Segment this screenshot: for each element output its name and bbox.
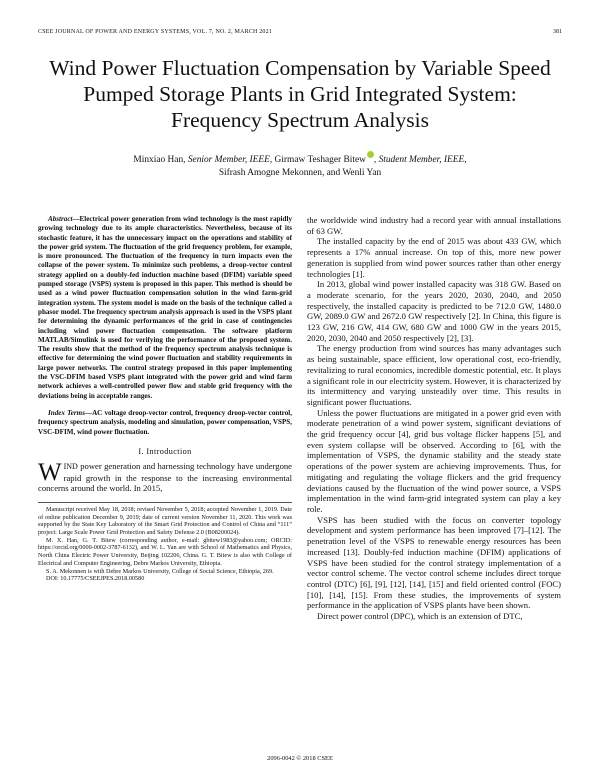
index-terms-text: AC voltage droop-vector control, frequency droop-vector control, frequency spectrum analysis, modeling and simulation, power compensation, VSPS, VSC-DFIM, wind power fluctuation.: [38, 408, 292, 436]
copyright-footer: 2096-0042 © 2018 CSEE: [267, 755, 333, 762]
author-title: Student Member, IEEE,: [378, 155, 467, 166]
footnote-doi: DOI: 10.17775/CSEEJPES.2018.00580: [46, 575, 145, 583]
index-terms: Index Terms—AC voltage droop-vector control, frequency droop-vector control, frequency spectrum analysis, modeling and simulation, power compensation, VSPS, VSC-DFIM, wind power fluctuation.: [38, 408, 292, 436]
body-paragraph: Direct power control (DPC), which is an extension of DTC,: [317, 611, 523, 622]
footnotes: [38, 502, 292, 583]
intro-text: power generation and harnessing technology have undergone rapid growth in the response to the increasing environmental concerns around the world. In 2015,: [38, 460, 292, 494]
author-list: [40, 151, 560, 180]
drop-cap: W: [38, 458, 62, 486]
author-name: Minxiao Han,: [133, 155, 186, 166]
section-heading: I. Introduction: [138, 446, 192, 456]
page-number: 381: [553, 29, 562, 35]
left-column: [38, 215, 292, 583]
author-name: Girmaw Teshager Bitew: [274, 155, 366, 166]
orcid-icon[interactable]: [367, 151, 374, 158]
abstract: Abstract—Electrical power generation from wind technology is the most rapidly growing technology due to its ample characteristics. Nevertheless, because of its stochastic feature, it has the unnecessary impact on the operations and stability of the power grid system. The fluctuation of the grid frequency problem, for example, is more pronounced. The fluctuation of the frequency in turn impacts even the collapse of the power system. To minimize such problems, a droop-vector control strategy applied on a doubly-fed induction machine based (DFIM) variable speed pumped storage (VSPS) system is proposed in this paper. This method is should be used as a wind power fluctuation compensation solution in the wind farm-grid integration system. The system model is made on the basis of the technique called a phasor model. The frequency spectrum analysis approach is used in the VSPS plant for determining the dynamic performances of the grid in case of contingencies including wind power fluctuation compensation. The software platform MATLAB/Simulink is used for verifying the performance of the proposed system. The results show that the method of the frequency spectrum analysis technique is effective for determining the wind power fluctuation and stability requirements in large power networks. The control strategy proposed in this paper implementing the VSC-DFIM based VSPS plant integrated with the power grid and wind farm network achieves a well-controlled power flow and stable grid frequency with the deviations being in acceptable ranges.: [38, 215, 292, 400]
body-paragraph: Unless the power fluctuations are mitigated in a power grid even with moderate penetration of a wind power system, significant deviations of the grid frequency occur [4], grid bus voltage flicker happens [5], and even system collapse will be observed. According to [6], with the implementation of VSPS, the dynamic stability and the steady state operations of the power system are achieving improvements. Thus, for mitigating and regulating the voltage flickers and the grid frequency deviations caused by the fluctuation of the wind power source, a VSPS implementation in the wind farm-grid integrated system can play a key role.: [307, 407, 561, 514]
journal-header: CSEE JOURNAL OF POWER AND ENERGY SYSTEMS, VOL. 7, NO. 2, MARCH 2021: [38, 29, 273, 35]
footnote: Manuscript received May 18, 2018; revised November 5, 2018; accepted November 1, 2019. Date of online publication December 9, 2019; date of current version November 11, 2020. This work was supported by the State Key Laboratory of the Smart Grid Protection and Control of China and “111” project: Large Scale Power Grid Protection and Safety Defense 2.0 (B08200024).: [38, 505, 292, 537]
right-column: [307, 215, 561, 622]
intro-paragraph: [38, 458, 292, 494]
author-line-2: Sifrash Amogne Mekonnen, and Wenli Yan: [218, 168, 382, 179]
body-paragraph: VSPS has been studied with the focus on converter topology development and system performance has been improved [7]–[12]. The penetration level of the VSPS to renewable energy resources has been increased [13]. Doubly-fed induction machine (DFIM) applications of VSPS have been studied for the control strategy implementation of a vector control scheme. The vector control scheme includes direct torque control (DTC) [6], [9], [12], [14], [15] and field oriented control (FOC) [10], [14], [15]. From these studies, the improvements of system performance in the application of VSPS plants have been shown.: [307, 514, 561, 611]
body-paragraph: The installed capacity by the end of 2015 was about 433 GW, which represents a 17% annual increase. On top of this, more new power generation is supplied from wind power sources rather than other energy technologies [1].: [307, 236, 561, 279]
author-line-1: Minxiao Han, Senior Member, IEEE, Girmaw Teshager Bitew , Student Member, IEEE,: [40, 151, 560, 167]
author-title: Senior Member, IEEE,: [187, 155, 273, 166]
abstract-text: Electrical power generation from wind technology is the most rapidly growing technology due to its ample characteristics. Nevertheless, because of its stochastic feature, it has the unnecessary impact on the operations and stability of the power grid system. The fluctuation of the grid frequency problem, for example, is more pronounced. The fluctuation of the frequency in turn impacts even the collapse of the power system. To minimize such problems, a droop-vector control strategy applied on a doubly-fed induction machine based (DFIM) variable speed pumped storage (VSPS) system is proposed in this paper. This method is should be used as a wind power fluctuation compensation solution in the wind farm-grid integration system. The system model is made on the basis of the technique called a phasor model. The frequency spectrum analysis approach is used in the VSPS plant for determining the dynamic performances of the grid in case of contingencies including wind power fluctuation compensation. The software platform MATLAB/Simulink is used for verifying the performance of the proposed system. The results show that the method of the frequency spectrum analysis technique is effective for determining the wind power fluctuation and stability requirements in large power networks. The control strategy proposed in this paper implementing the VSC-DFIM based VSPS plant integrated with the power grid and wind farm network achieves a well-controlled power flow and stable grid frequency with the deviations being in acceptable ranges.: [38, 215, 292, 400]
paper-title: Wind Power Fluctuation Compensation by Variable Speed Pumped Storage Plants in Grid Integrated System: Frequency Spectrum Analysis: [49, 56, 551, 132]
small-caps-lead: IND: [63, 461, 78, 471]
index-terms-label: Index Terms: [48, 408, 85, 417]
body-paragraph: the worldwide wind industry had a record year with annual installations of 63 GW.: [307, 215, 561, 236]
abstract-label: Abstract: [48, 215, 73, 223]
footnote: M. X. Han, G. T. Bitew (corresponding author, e-mail: gbitew1983@yahoo.com; ORCID: https://orcid.org/0000-0002-3787-6132), and W. L. Yan are with School of Mathematics and Physics, North China Electric Power University, Beijing 102206, China. G. T. Bitew is also with College of Electrical and Computer Engineering, Debre Markos University, Ethiopia.: [38, 536, 292, 567]
footnote: S. A. Mekonnen is with Debre Markos University, College of Social Science, Ethiopia, 269.: [46, 567, 274, 575]
body-paragraph: The energy production from wind sources has many advantages such as being sustainable, space efficient, low operational cost, eco-friendly, revitalizing to rural economics, incredible domestic potential, etc. It plays a significant role in our electricity system. However, it is characterized by its intermittency and varying unsteadily over time. This results in significant power fluctuations.: [307, 343, 561, 407]
body-paragraph: In 2013, global wind power installed capacity was 318 GW. Based on a moderate scenario, for the years 2020, 2030, 2040, and 2050 respectively, the installed capacity is predicted to be 712.0 GW, 1480.0 GW, 2089.0 GW and 2672.0 GW respectively [2]. In China, this figure is 123 GW, 216 GW, 414 GW, 680 GW and 1000 GW in the years 2015, 2020, 2030, 2040 and 2050 respectively [2], [3].: [307, 279, 561, 343]
